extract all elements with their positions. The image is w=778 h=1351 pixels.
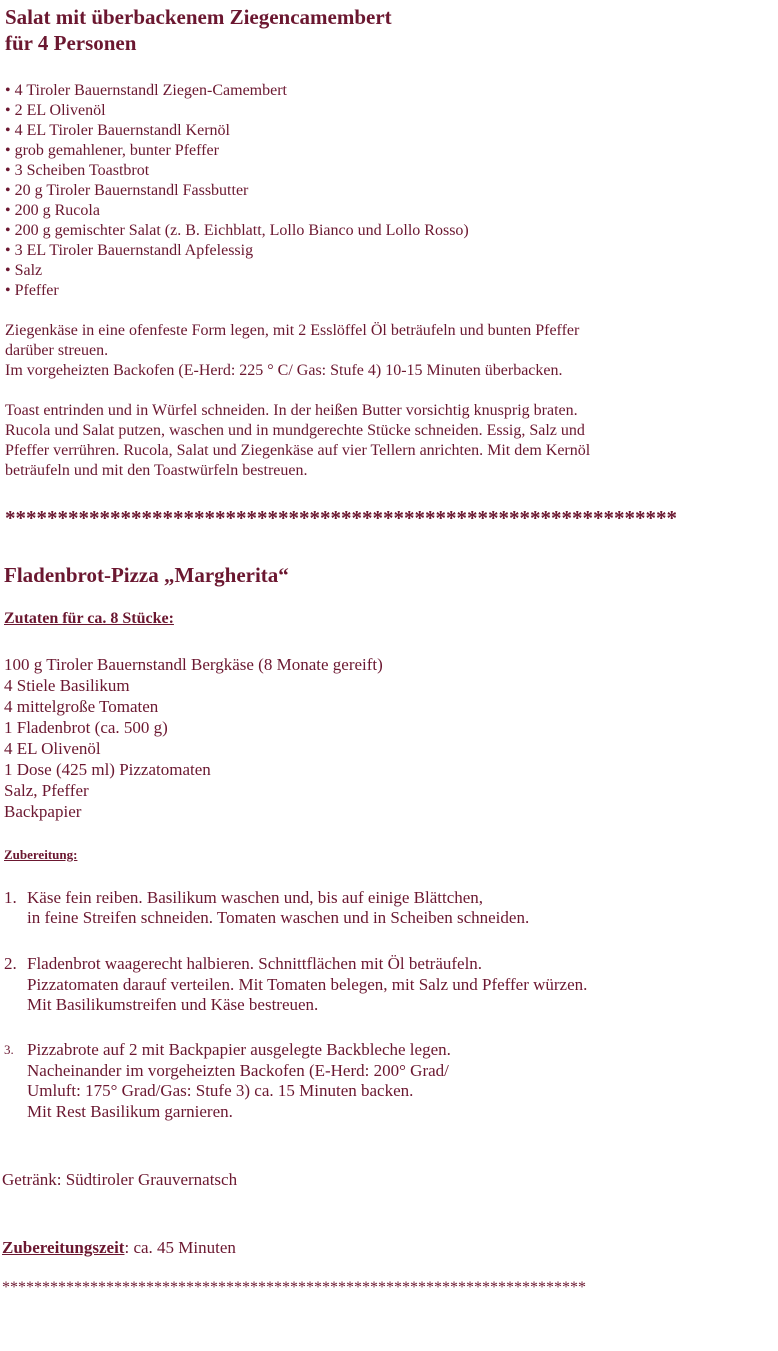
step-number: 1. bbox=[4, 888, 17, 907]
prep-time-value: : ca. 45 Minuten bbox=[124, 1238, 236, 1257]
instruction-line: darüber streuen. bbox=[5, 342, 109, 359]
ingredient-item: • 20 g Tiroler Bauernstandl Fassbutter bbox=[5, 182, 249, 199]
ingredient-item: 100 g Tiroler Bauernstandl Bergkäse (8 Monate gereift) bbox=[4, 655, 383, 674]
instruction-line: Toast entrinden und in Würfel schneiden. In der heißen Butter vorsichtig knusprig braten. bbox=[5, 402, 578, 419]
step-line: Pizzabrote auf 2 mit Backpapier ausgelegte Backbleche legen. bbox=[27, 1040, 451, 1059]
step-number: 2. bbox=[4, 954, 17, 973]
ingredient-item: 1 Fladenbrot (ca. 500 g) bbox=[4, 718, 168, 737]
instruction-line: Ziegenkäse in eine ofenfeste Form legen, mit 2 Esslöffel Öl beträufeln und bunten Pfeffer bbox=[5, 322, 580, 339]
prep-time bbox=[2, 1237, 236, 1258]
step-line: Mit Rest Basilikum garnieren. bbox=[27, 1102, 233, 1121]
recipe1-title-line2: für 4 Personen bbox=[5, 31, 137, 55]
step-line: Pizzatomaten darauf verteilen. Mit Tomaten belegen, mit Salz und Pfeffer würzen. bbox=[27, 975, 588, 994]
step-line: Fladenbrot waagerecht halbieren. Schnittflächen mit Öl beträufeln. bbox=[27, 954, 483, 973]
ingredient-item: • Salz bbox=[5, 262, 43, 279]
step-line: Käse fein reiben. Basilikum waschen und, bis auf einige Blättchen, bbox=[27, 888, 484, 907]
ingredient-item: • 3 Scheiben Toastbrot bbox=[5, 162, 150, 179]
ingredient-item: • 4 Tiroler Bauernstandl Ziegen-Camembert bbox=[5, 82, 287, 99]
ingredient-item: • 200 g Rucola bbox=[5, 202, 100, 219]
ingredient-item: • 2 EL Olivenöl bbox=[5, 102, 106, 119]
instruction-line: Im vorgeheizten Backofen (E-Herd: 225 ° C/ Gas: Stufe 4) 10-15 Minuten überbacken. bbox=[5, 362, 563, 379]
ingredient-item: • 4 EL Tiroler Bauernstandl Kernöl bbox=[5, 122, 230, 139]
ingredient-item: • grob gemahlener, bunter Pfeffer bbox=[5, 142, 219, 159]
separator-stars: **************************************************************** bbox=[5, 506, 677, 530]
step-line: Nacheinander im vorgeheizten Backofen (E-Herd: 200° Grad/ bbox=[27, 1061, 449, 1080]
ingredient-item: 1 Dose (425 ml) Pizzatomaten bbox=[4, 760, 211, 779]
instruction-line: Pfeffer verrühren. Rucola, Salat und Ziegenkäse auf vier Tellern anrichten. Mit dem Kernöl bbox=[5, 442, 591, 459]
prep-time-label: Zubereitungszeit bbox=[2, 1238, 125, 1257]
instruction-line: beträufeln und mit den Toastwürfeln bestreuen. bbox=[5, 462, 308, 479]
step-line: in feine Streifen schneiden. Tomaten waschen und in Scheiben schneiden. bbox=[27, 908, 530, 927]
recipe2-title: Fladenbrot-Pizza „Margherita“ bbox=[4, 563, 289, 587]
ingredient-item: Backpapier bbox=[4, 802, 82, 821]
step-line: Mit Basilikumstreifen und Käse bestreuen. bbox=[27, 995, 319, 1014]
step-number: 3. bbox=[4, 1042, 14, 1057]
ingredient-item: 4 Stiele Basilikum bbox=[4, 676, 130, 695]
preparation-heading: Zubereitung: bbox=[4, 847, 78, 862]
ingredients-heading: Zutaten für ca. 8 Stücke: bbox=[4, 610, 174, 627]
ingredient-item: 4 mittelgroße Tomaten bbox=[4, 697, 159, 716]
ingredient-item: • 3 EL Tiroler Bauernstandl Apfelessig bbox=[5, 242, 254, 259]
step-line: Umluft: 175° Grad/Gas: Stufe 3) ca. 15 Minuten backen. bbox=[27, 1081, 414, 1100]
ingredient-item: 4 EL Olivenöl bbox=[4, 739, 101, 758]
drink-recommendation: Getränk: Südtiroler Grauvernatsch bbox=[2, 1170, 238, 1189]
instruction-line: Rucola und Salat putzen, waschen und in mundgerechte Stücke schneiden. Essig, Salz und bbox=[5, 422, 585, 439]
separator-stars: ************************************************************************* bbox=[2, 1279, 586, 1296]
ingredient-item: Salz, Pfeffer bbox=[4, 781, 89, 800]
ingredient-item: • 200 g gemischter Salat (z. B. Eichblatt, Lollo Bianco und Lollo Rosso) bbox=[5, 222, 469, 239]
recipe1-title-line1: Salat mit überbackenem Ziegencamembert bbox=[5, 5, 392, 29]
ingredient-item: • Pfeffer bbox=[5, 282, 59, 299]
